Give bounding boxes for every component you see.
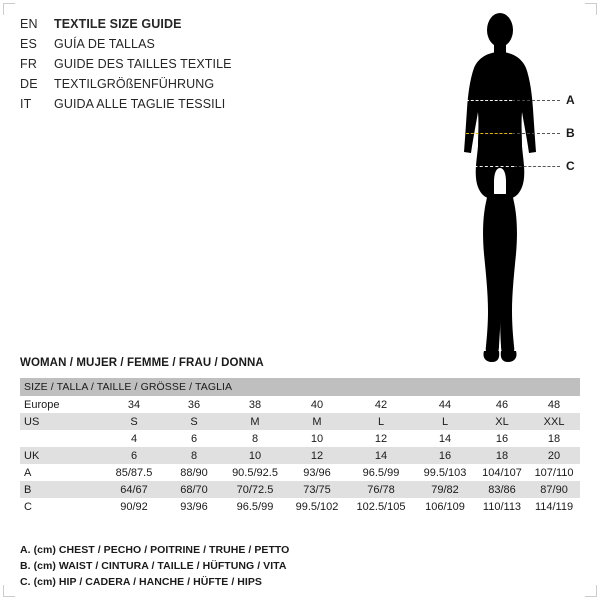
measure-label-c: C <box>566 159 575 173</box>
table-row <box>20 464 580 481</box>
measurement-legend <box>20 542 580 590</box>
cell: 10 <box>224 447 286 464</box>
row-label-uk: UK <box>20 447 104 464</box>
language-code-es: ES <box>20 37 38 51</box>
cell: M <box>286 413 348 430</box>
cell: 8 <box>224 430 286 447</box>
row-label-us-numeric <box>20 430 104 447</box>
legend-line-a: A. (cm) CHEST / PECHO / POITRINE / TRUHE / PETTO <box>20 544 290 556</box>
measure-line-b-extension <box>512 133 560 134</box>
cell: L <box>348 413 414 430</box>
legend-line-c: C. (cm) HIP / CADERA / HANCHE / HÜFTE / HIPS <box>20 576 262 588</box>
table-row <box>20 430 580 447</box>
row-label-us: US <box>20 413 104 430</box>
cell: 90.5/92.5 <box>224 464 286 481</box>
corner-mark-bottom-right <box>585 585 597 597</box>
table-row <box>20 396 580 413</box>
cell: 48 <box>528 396 580 413</box>
cell: 114/119 <box>528 498 580 515</box>
cell: 18 <box>476 447 528 464</box>
cell: 96.5/99 <box>348 464 414 481</box>
language-row-es <box>20 34 400 54</box>
row-label-b: B <box>20 481 104 498</box>
table-header-label: SIZE / TALLA / TAILLE / GRÖSSE / TAGLIA <box>20 378 580 396</box>
table-row <box>20 481 580 498</box>
language-code-fr: FR <box>20 57 38 71</box>
cell: 99.5/103 <box>414 464 476 481</box>
measure-label-a: A <box>566 93 575 107</box>
table-row <box>20 447 580 464</box>
table-header-row <box>20 378 580 396</box>
cell: 107/110 <box>528 464 580 481</box>
measure-line-b-body <box>466 133 512 134</box>
cell: XL <box>476 413 528 430</box>
woman-silhouette-icon <box>420 6 580 366</box>
cell: 12 <box>348 430 414 447</box>
cell: 88/90 <box>164 464 224 481</box>
cell: 104/107 <box>476 464 528 481</box>
cell: 42 <box>348 396 414 413</box>
language-code-en: EN <box>20 17 38 31</box>
table-row <box>20 413 580 430</box>
language-row-de <box>20 74 400 94</box>
cell: L <box>414 413 476 430</box>
cell: 34 <box>104 396 164 413</box>
cell: 4 <box>104 430 164 447</box>
cell: 99.5/102 <box>286 498 348 515</box>
section-heading-woman: WOMAN / MUJER / FEMME / FRAU / DONNA <box>20 357 264 369</box>
measure-line-c-body <box>464 166 514 167</box>
cell: 93/96 <box>286 464 348 481</box>
cell: 87/90 <box>528 481 580 498</box>
language-title-fr: GUIDE DES TAILLES TEXTILE <box>54 57 232 71</box>
table-row <box>20 498 580 515</box>
cell: 79/82 <box>414 481 476 498</box>
cell: XXL <box>528 413 580 430</box>
measure-line-c-extension <box>514 166 560 167</box>
corner-mark-top-left <box>3 3 15 15</box>
cell: 10 <box>286 430 348 447</box>
cell: 8 <box>164 447 224 464</box>
cell: 46 <box>476 396 528 413</box>
cell: S <box>104 413 164 430</box>
size-table-container <box>20 378 580 515</box>
legend-line-b: B. (cm) WAIST / CINTURA / TAILLE / HÜFTUNG / VITA <box>20 560 287 572</box>
cell: 68/70 <box>164 481 224 498</box>
language-row-it <box>20 94 400 114</box>
cell: 102.5/105 <box>348 498 414 515</box>
cell: 6 <box>104 447 164 464</box>
cell: 16 <box>476 430 528 447</box>
language-title-de: TEXTILGRÖßENFÜHRUNG <box>54 77 215 91</box>
cell: 18 <box>528 430 580 447</box>
language-title-es: GUÍA DE TALLAS <box>54 37 155 51</box>
cell: 38 <box>224 396 286 413</box>
cell: 110/113 <box>476 498 528 515</box>
language-code-it: IT <box>20 97 32 111</box>
language-code-de: DE <box>20 77 38 91</box>
language-row-en <box>20 14 400 34</box>
cell: 20 <box>528 447 580 464</box>
corner-mark-bottom-left <box>3 585 15 597</box>
cell: 6 <box>164 430 224 447</box>
cell: 70/72.5 <box>224 481 286 498</box>
cell: 36 <box>164 396 224 413</box>
cell: 40 <box>286 396 348 413</box>
measure-label-b: B <box>566 126 575 140</box>
cell: 64/67 <box>104 481 164 498</box>
measure-line-a-extension <box>512 100 560 101</box>
cell: 44 <box>414 396 476 413</box>
row-label-c: C <box>20 498 104 515</box>
female-silhouette-figure <box>400 6 600 366</box>
cell: 83/86 <box>476 481 528 498</box>
cell: M <box>224 413 286 430</box>
cell: 85/87.5 <box>104 464 164 481</box>
measure-line-a-body <box>466 100 512 101</box>
cell: 14 <box>414 430 476 447</box>
size-table <box>20 378 580 515</box>
cell: 73/75 <box>286 481 348 498</box>
language-row-fr <box>20 54 400 74</box>
cell: 12 <box>286 447 348 464</box>
row-label-europe: Europe <box>20 396 104 413</box>
language-title-it: GUIDA ALLE TAGLIE TESSILI <box>54 97 226 111</box>
cell: S <box>164 413 224 430</box>
cell: 16 <box>414 447 476 464</box>
cell: 106/109 <box>414 498 476 515</box>
cell: 90/92 <box>104 498 164 515</box>
language-titles <box>20 14 400 114</box>
cell: 76/78 <box>348 481 414 498</box>
cell: 14 <box>348 447 414 464</box>
row-label-a: A <box>20 464 104 481</box>
cell: 96.5/99 <box>224 498 286 515</box>
language-title-en: TEXTILE SIZE GUIDE <box>54 17 182 31</box>
cell: 93/96 <box>164 498 224 515</box>
